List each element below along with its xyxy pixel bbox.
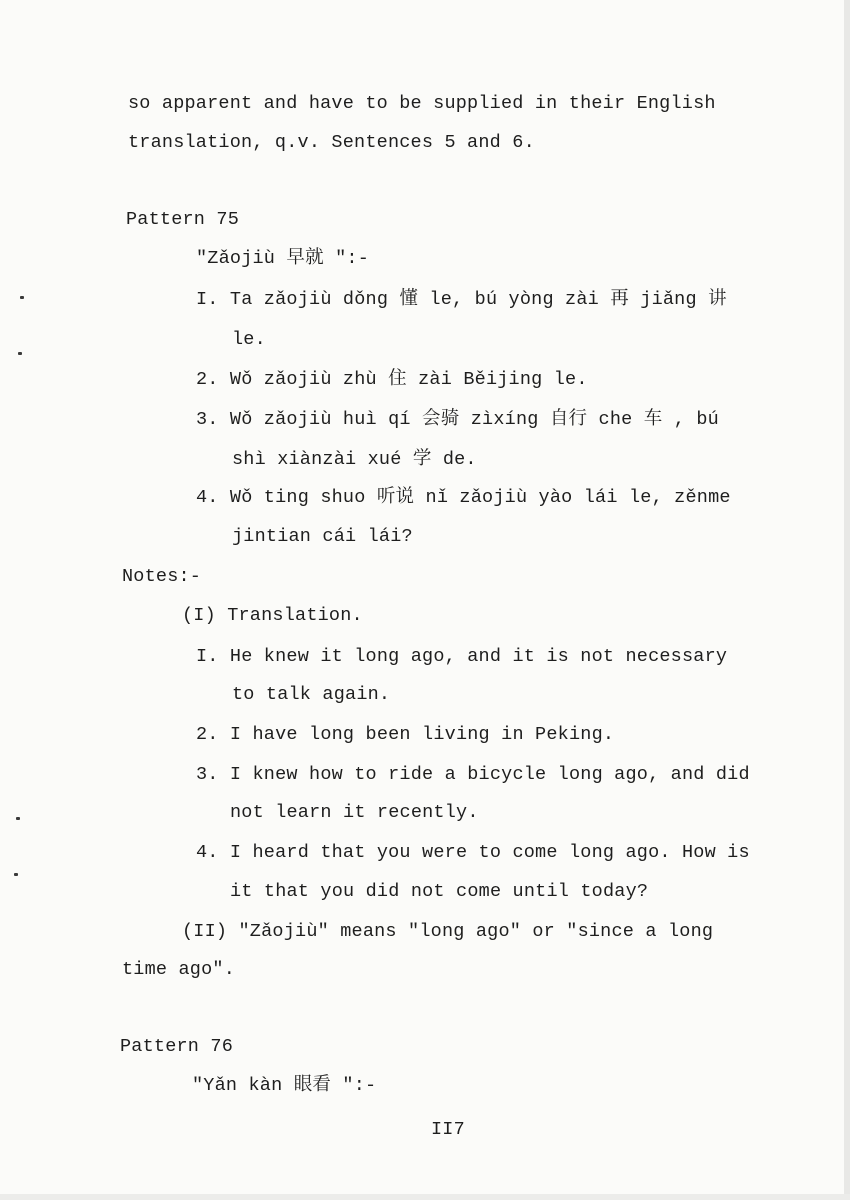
page-edge-bottom	[0, 1194, 850, 1200]
pattern-75-phrase: "Zǎojiù 早就 ":-	[196, 248, 370, 269]
intro-line-2: translation, q.v. Sentences 5 and 6.	[128, 132, 535, 153]
translation-3-line-1: 3. I knew how to ride a bicycle long ago, and did	[196, 764, 750, 785]
scan-speck	[18, 352, 22, 355]
pattern-76-heading: Pattern 76	[120, 1036, 234, 1057]
notes-heading: Notes:-	[122, 566, 202, 587]
pattern-75-sentence-4-line-1: 4. Wǒ ting shuo 听说 nǐ zǎojiù yào lái le, zěnme	[196, 487, 731, 508]
scan-speck	[16, 817, 20, 820]
notes-section-1-title: (I) Translation.	[182, 605, 363, 626]
pattern-75-sentence-3-line-1: 3. Wǒ zǎojiù huì qí 会骑 zìxíng 自行 che 车 , bú	[196, 409, 719, 430]
intro-line-1: so apparent and have to be supplied in their English	[128, 93, 716, 114]
pattern-75-sentence-3-line-2: shì xiànzài xué 学 de.	[232, 449, 477, 470]
scan-speck	[20, 296, 24, 299]
pattern-75-sentence-1-line-2: le.	[232, 329, 266, 350]
pattern-75-sentence-1-line-1: I. Ta zǎojiù dǒng 懂 le, bú yòng zài 再 jiǎng 讲	[196, 289, 727, 310]
translation-1-line-1: I. He knew it long ago, and it is not necessary	[196, 646, 728, 667]
page-number: II7	[431, 1119, 465, 1140]
translation-2: 2. I have long been living in Peking.	[196, 724, 615, 745]
pattern-75-sentence-4-line-2: jintian cái lái?	[232, 526, 413, 547]
translation-1-line-2: to talk again.	[232, 684, 391, 705]
notes-section-2-line-2: time ago".	[122, 959, 236, 980]
translation-3-line-2: not learn it recently.	[230, 802, 479, 823]
scan-speck	[14, 873, 18, 876]
page-edge-right	[844, 0, 850, 1200]
translation-4-line-1: 4. I heard that you were to come long ago. How is	[196, 842, 750, 863]
notes-section-2-line-1: (II) "Zǎojiù" means "long ago" or "since a long	[182, 921, 714, 942]
pattern-76-phrase: "Yǎn kàn 眼看 ":-	[192, 1075, 377, 1096]
pattern-75-heading: Pattern 75	[126, 209, 240, 230]
pattern-75-sentence-2: 2. Wǒ zǎojiù zhù 住 zài Běijing le.	[196, 369, 588, 390]
translation-4-line-2: it that you did not come until today?	[230, 881, 649, 902]
